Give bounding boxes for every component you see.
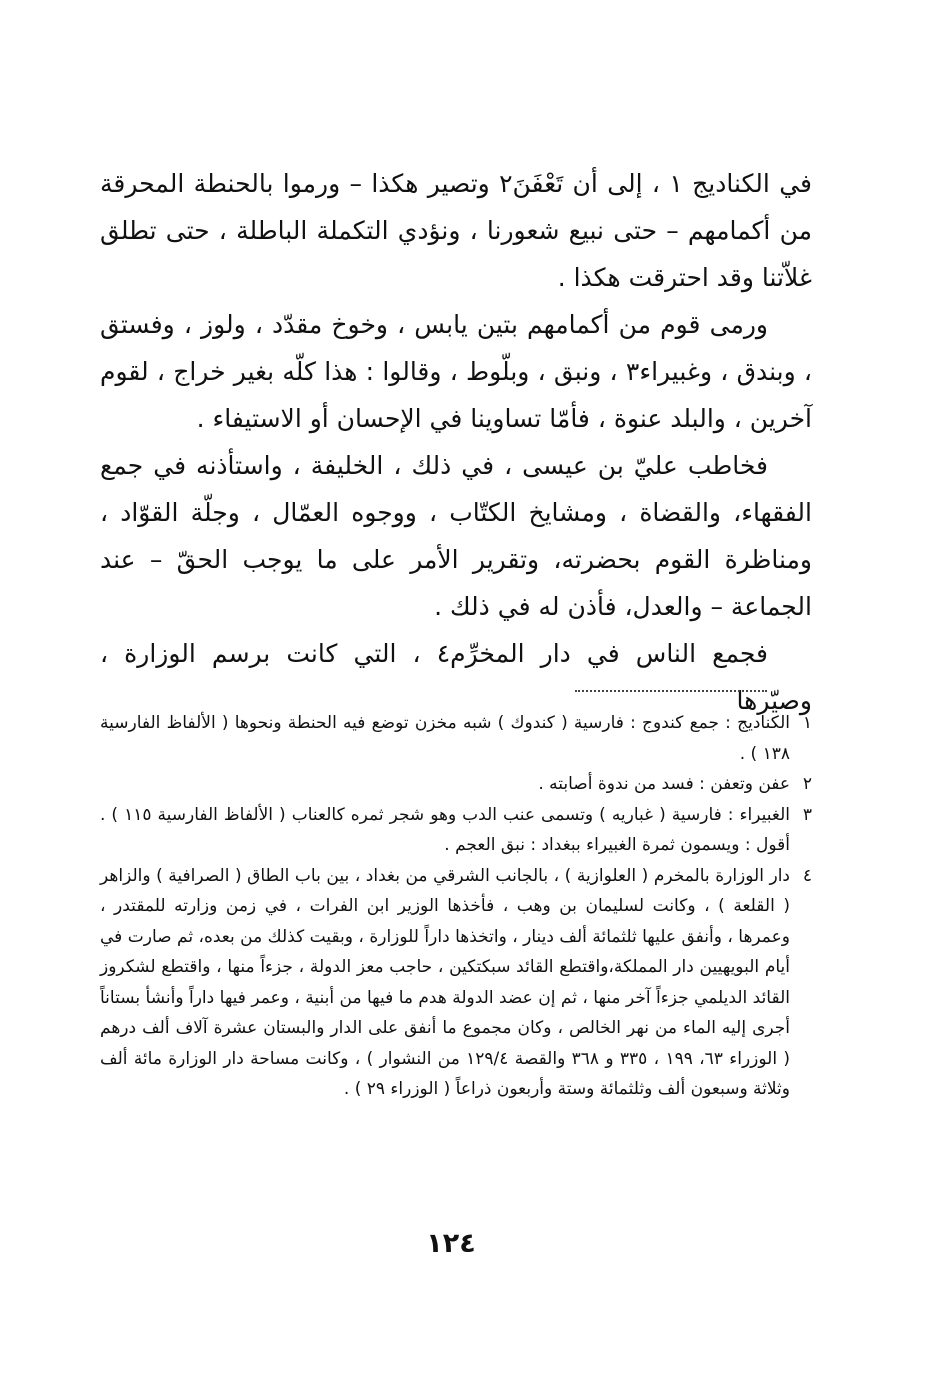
footnote-2 [100, 769, 812, 800]
footnote-number: ٢ [802, 774, 812, 794]
page-number: ١٢٤ [426, 1228, 476, 1259]
body-paragraph-1: في الكناديج ١ ، إلى أن تَعْفَنَ٢ وتصير هكذا – ورموا بالحنطة المحرقة من أكمامهم – حتى نبيع شعورنا ، ونؤدي التكملة الباطلة ، حتى تطلق غلاّتنا وقد احترقت هكذا . [100, 169, 812, 292]
footnote-3 [100, 800, 812, 861]
footnote-separator [575, 690, 767, 692]
footnote-text: عفن وتعفن : فسد من ندوة أصابته . [538, 774, 790, 794]
main-text [100, 160, 812, 724]
footnote-number: ١ [802, 713, 812, 733]
body-paragraph-2: ورمى قوم من أكمامهم بتين يابس ، وخوخ مقدّد ، ولوز ، وفستق ، وبندق ، وغبيراء٣ ، ونبق ، وبلّوط ، وقالوا : هذا كلّه بغير خراج ، لقوم آخرين ، والبلد عنوة ، فأمّا تساوينا في الإحسان أو الاستيفاء . [100, 310, 812, 433]
footnote-text: الكناديج : جمع كندوج : فارسية ( كندوك ) شبه مخزن توضع فيه الحنطة ونحوها ( الألفاظ الفارسية ١٣٨ ) . [100, 713, 790, 764]
footnotes [100, 708, 812, 1105]
body-paragraph-3: فخاطب عليّ بن عيسى ، في ذلك ، الخليفة ، واستأذنه في جمع الفقهاء، والقضاة ، ومشايخ الكتّاب ، ووجوه العمّال ، وجلّة القوّاد ، ومناظرة القوم بحضرته، وتقرير الأمر على ما يوجب الحقّ – عند الجماعة – والعدل، فأذن له في ذلك . [100, 451, 812, 621]
footnote-1 [100, 708, 812, 769]
body-paragraph-4: فجمع الناس في دار المخرِّم٤ ، التي كانت برسم الوزارة ، وصيّرها [100, 639, 812, 715]
footnote-text: الغبيراء : فارسية ( غباريه ) وتسمى عنب الدب وهو شجر ثمره كالعناب ( الألفاظ الفارسية ١١٥ ) . أقول : ويسمون ثمرة الغبيراء ببغداد : نبق العجم . [100, 804, 790, 855]
footnote-4 [100, 861, 812, 1105]
footnote-number: ٣ [802, 804, 812, 825]
footnote-text: دار الوزارة بالمخرم ( العلوازية ) ، بالجانب الشرقي من بغداد ، بين باب الطاق ( الصرافية ) والزاهر ( القلعة ) ، وكانت لسليمان بن وهب ، فأخذها الوزير ابن الفرات ، في زمن وزارته للمقتدر ، وعمرها ، وأنفق عليها ثلثمائة ألف دينار ، واتخذها داراً للوزارة ، وبقيت كذلك من بعده، ثم صارت في أيام البويهيين دار المملكة،واقتطع القائد سبكتكين ، حاجب معز الدولة ، جزءاً منها ، واقتطع لشكروز القائد الديلمي جزءاً آخر منها ، ثم إن عضد الدولة هدم ما فيها من أبنية ، وعمر فيها داراً وأنشأ بستاناً أجرى إليه الماء من نهر الخالص ، وكان مجموع ما أنفق على الدار والبستان عشرة آلاف ألف درهم ( الوزراء ٦٣، ١٩٩ ، ٣٣٥ و ٣٦٨ والقصة ١٢٩/٤ من النشوار ) ، وكانت مساحة دار الوزارة مائة ألف وثلاثة وسبعون ألف وثلثمائة وستة وأربعون ذراعاً ( الوزراء ٢٩ ) . [100, 865, 791, 1099]
footnote-number: ٤ [802, 865, 812, 886]
